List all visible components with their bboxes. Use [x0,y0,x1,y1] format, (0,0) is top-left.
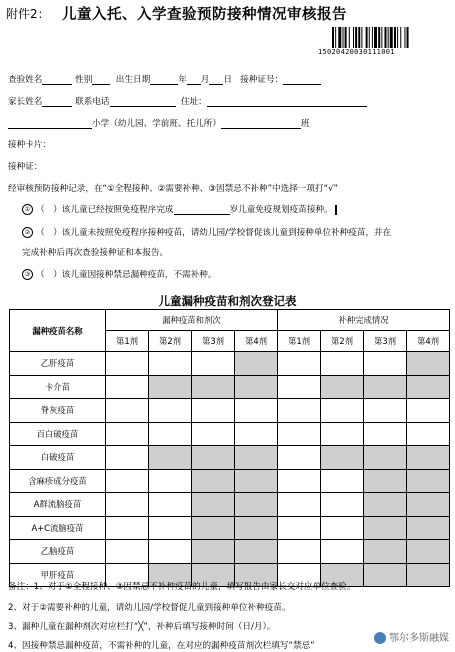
table-row [10,540,450,564]
col-missed-doses: 漏种疫苗和剂次 [106,310,278,331]
catchup-dose-1-cell[interactable] [278,352,321,376]
missed-dose-4-cell [235,375,278,399]
catchup-dose-4-cell [407,469,450,493]
missed-dose-1-header: 第1剂 [106,331,149,352]
school-label: 小学（幼儿园、学前班、托儿所） [92,119,221,129]
missed-dose-1-cell[interactable] [106,469,149,493]
missed-dose-4-cell [235,540,278,564]
review-intro: 经审核预防接种记录，在“①全程接种、②需要补种、③因禁忌不补种”中选择一项打“√” [8,184,338,194]
year-label: 年 [178,75,187,85]
vaccine-name-cell: 乙脑疫苗 [10,540,106,564]
age-field[interactable] [174,204,230,215]
catchup-dose-1-header: 第1剂 [278,331,321,352]
missed-dose-1-cell[interactable] [106,422,149,446]
missed-dose-3-cell[interactable] [192,399,235,423]
vaccine-name-cell: 脊灰疫苗 [10,399,106,423]
missed-dose-1-cell[interactable] [106,446,149,470]
birth-date-label: 出生日期 [115,75,151,85]
class-field[interactable] [221,118,301,129]
page-title: 儿童入托、入学查验预防接种情况审核报告 [62,7,347,23]
missed-dose-3-cell [192,375,235,399]
catchup-dose-4-header: 第4剂 [407,331,450,352]
catchup-dose-3-cell [364,540,407,564]
missed-dose-2-cell[interactable] [149,469,192,493]
note-1: 备注：1、对于①全程接种、③因禁忌不补种疫苗的儿童，填写报告由家长交对应单位查验。 [8,582,356,592]
option-need-catchup[interactable] [22,226,391,238]
cert-no-label: 接种证号： [240,75,284,85]
missed-dose-4-cell [235,516,278,540]
catchup-dose-1-cell[interactable] [278,446,321,470]
class-label: 班 [300,119,310,129]
missed-dose-2-cell[interactable] [149,399,192,423]
vaccine-name-cell: 白破疫苗 [10,446,106,470]
catchup-dose-2-header: 第2剂 [321,331,364,352]
text-cursor [335,205,337,215]
option-2-text-line2: 完成补种后再次查验接种证和本报告。 [22,248,169,258]
catchup-dose-2-cell[interactable] [321,540,364,564]
catchup-dose-2-cell[interactable] [321,469,364,493]
vaccine-name-cell: 卡介苗 [10,375,106,399]
watermark [374,629,449,644]
catchup-dose-3-cell [364,493,407,517]
option-2-marker: ② [22,227,33,238]
option-contraindication[interactable] [22,268,216,280]
table-row [10,516,450,540]
catchup-dose-1-cell[interactable] [278,375,321,399]
birth-year-field[interactable] [150,74,178,85]
catchup-dose-3-cell [364,516,407,540]
form-row-child [8,73,321,85]
catchup-dose-4-cell [407,375,450,399]
missed-dose-1-cell[interactable] [106,540,149,564]
missed-dose-1-cell[interactable] [106,399,149,423]
form-row-school [8,117,310,129]
vaccine-name-cell: 含麻疹成分疫苗 [10,469,106,493]
vaccine-name-cell: A群流脑疫苗 [10,493,106,517]
table-row [10,469,450,493]
vaccination-card-label: 接种卡片： [8,140,51,150]
missed-dose-3-cell[interactable] [192,352,235,376]
option-3-marker: ③ [22,269,33,280]
catchup-dose-1-cell[interactable] [278,422,321,446]
vaccine-name-cell: A+C流脑疫苗 [10,516,106,540]
catchup-dose-2-cell [321,446,364,470]
catchup-dose-3-cell[interactable] [364,352,407,376]
address-label: 住址： [180,97,207,107]
catchup-dose-4-cell [407,352,450,376]
catchup-dose-4-cell [407,516,450,540]
missed-dose-2-cell[interactable] [149,352,192,376]
media-logo-icon [374,632,386,644]
catchup-dose-3-cell [364,446,407,470]
catchup-dose-3-cell [364,375,407,399]
catchup-dose-2-cell [321,375,364,399]
table-row [10,375,450,399]
catchup-dose-4-cell[interactable] [407,399,450,423]
missed-dose-1-cell[interactable] [106,516,149,540]
vaccine-name-cell: 百白破疫苗 [10,422,106,446]
catchup-dose-3-cell [364,469,407,493]
missed-dose-3-cell [192,446,235,470]
missed-dose-4-cell [235,469,278,493]
vaccine-name-cell: 乙肝疫苗 [10,352,106,376]
table-row [10,399,450,423]
missed-dose-2-cell [149,446,192,470]
missed-dose-2-cell[interactable] [149,422,192,446]
missed-dose-4-cell [235,446,278,470]
parent-name-label: 家长姓名 [8,97,43,107]
address-field[interactable] [207,96,367,107]
month-label: 月 [200,75,210,85]
col-catchup-status: 补种完成情况 [278,310,450,331]
catchup-dose-1-cell[interactable] [278,540,321,564]
option-3-text: （ ）该儿童因接种禁忌漏种疫苗，不需补种。 [36,270,217,280]
catchup-dose-1-cell[interactable] [278,493,321,517]
day-label: 日 [223,75,233,85]
missed-dose-3-cell [192,469,235,493]
catchup-dose-4-cell[interactable] [407,422,450,446]
catchup-dose-4-cell [407,563,450,587]
catchup-dose-2-cell[interactable] [321,422,364,446]
note-2: 2、对于②需要补种的儿童，请幼儿园/学校督促儿童到接种单位补种疫苗。 [8,603,291,613]
register-title: 儿童漏种疫苗和剂次登记表 [158,294,297,308]
vaccination-cert-label: 接种证： [8,162,43,172]
table-row [10,352,450,376]
missed-dose-3-cell [192,516,235,540]
table-row [10,493,450,517]
catchup-dose-2-cell[interactable] [321,352,364,376]
catchup-dose-3-cell[interactable] [364,422,407,446]
option-1-marker: ① [22,204,33,215]
phone-field[interactable] [110,96,176,107]
phone-label: 联系电话 [75,97,110,107]
catchup-dose-3-cell[interactable] [364,399,407,423]
parent-name-field[interactable] [42,96,72,107]
catchup-dose-4-cell [407,540,450,564]
missed-dose-2-cell[interactable] [149,493,192,517]
missed-dose-3-cell [192,540,235,564]
missed-dose-4-cell[interactable] [235,399,278,423]
missed-dose-2-cell [149,375,192,399]
option-2-text-line1: （ ）该儿童未按照免疫程序接种疫苗，请幼儿园/学校督促该儿童到接种单位补种疫苗，并在 [36,228,392,238]
child-name-label: 查验姓名 [8,75,43,85]
school-name-field[interactable] [8,118,92,129]
missed-dose-4-cell [235,352,278,376]
form-row-parent [8,95,367,107]
catchup-dose-3-cell [364,563,407,587]
missed-dose-2-cell[interactable] [149,516,192,540]
missed-dose-4-cell[interactable] [235,422,278,446]
catchup-dose-1-cell[interactable] [278,399,321,423]
note-4: 4、因接种禁忌漏种疫苗，不需补种的儿童，在对应的漏种疫苗剂次栏填写“禁忌” [8,641,315,651]
catchup-dose-1-cell[interactable] [278,469,321,493]
option-1-text-b: 岁儿童免疫规划疫苗接种。 [229,205,333,215]
child-name-field[interactable] [42,74,72,85]
missed-dose-2-header: 第2剂 [149,331,192,352]
catchup-dose-3-header: 第3剂 [364,331,407,352]
catchup-dose-2-cell[interactable] [321,516,364,540]
table-row [10,446,450,470]
missed-dose-3-header: 第3剂 [192,331,235,352]
cert-no-field[interactable] [283,74,321,85]
table-row [10,422,450,446]
catchup-dose-2-cell[interactable] [321,399,364,423]
missed-dose-3-cell[interactable] [192,422,235,446]
catchup-dose-1-cell[interactable] [278,516,321,540]
barcode [332,27,450,48]
vaccine-name-cell: 甲肝疫苗 [10,563,106,587]
option-1-text-a: （ ）该儿童已经按照免疫程序完成 [36,205,174,215]
missed-dose-4-cell [235,493,278,517]
missed-dose-1-cell[interactable] [106,493,149,517]
missed-dose-4-header: 第4剂 [235,331,278,352]
catchup-dose-4-cell [407,493,450,517]
col-vaccine-name: 漏种疫苗名称 [10,310,106,352]
catchup-dose-2-cell[interactable] [321,493,364,517]
option-full-vaccination[interactable] [22,203,337,215]
missed-dose-2-cell[interactable] [149,540,192,564]
attachment-label: 附件2： [6,7,50,21]
birth-month-field[interactable] [187,74,201,85]
gender-label: 性别 [75,75,93,85]
watermark-text: 鄂尔多斯融媒 [389,633,449,644]
birth-day-field[interactable] [209,74,223,85]
missed-dose-1-cell[interactable] [106,375,149,399]
note-3: 3、漏种儿童在漏种剂次对应栏打“╳”，补种后填写接种时间（日/月）。 [8,622,276,632]
barcode-number: 15020420030111001 [318,48,395,56]
catchup-dose-4-cell [407,446,450,470]
gender-field[interactable] [92,74,110,85]
missed-dose-1-cell[interactable] [106,352,149,376]
missed-dose-3-cell [192,493,235,517]
missed-vaccine-register [9,309,450,587]
